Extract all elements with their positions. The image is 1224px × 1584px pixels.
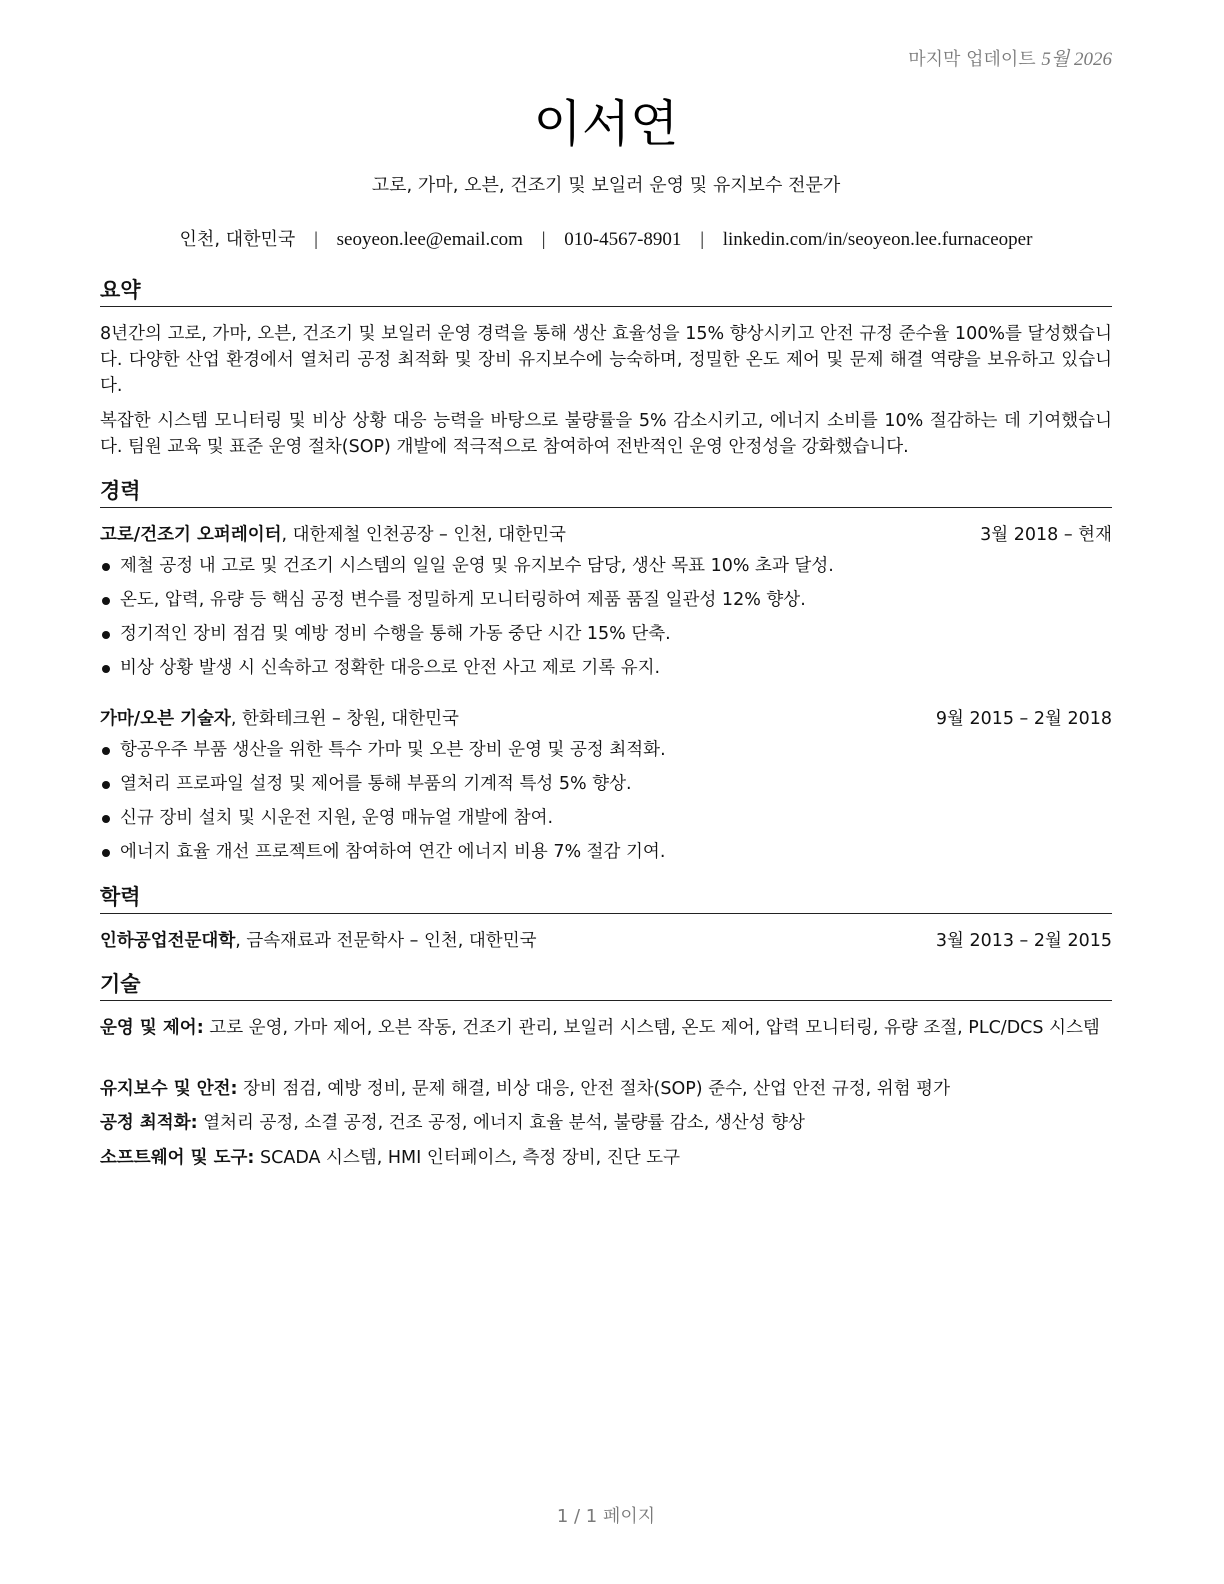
skill-label: 소프트웨어 및 도구: <box>100 1148 255 1168</box>
contact-location: 인천, 대한민국 <box>179 229 296 250</box>
contact-separator: | <box>541 229 546 250</box>
section-title-education: 학력 <box>100 883 1112 914</box>
school-name: 인하공업전문대학 <box>100 931 236 951</box>
last-updated <box>908 44 1112 71</box>
job-dates: 3월 2018 – 현재 <box>980 525 1112 545</box>
skill-value: 열처리 공정, 소결 공정, 건조 공정, 에너지 효율 분석, 불량률 감소, 생산성 향상 <box>203 1113 805 1133</box>
skill-value: 고로 운영, 가마 제어, 오븐 작동, 건조기 관리, 보일러 시스템, 온도 제어, 압력 모니터링, 유량 조절, PLC/DCS 시스템 <box>209 1018 1100 1038</box>
job-bullets <box>100 553 1112 689</box>
education-dates: 3월 2013 – 2월 2015 <box>935 931 1112 951</box>
last-updated-date: 5월 2026 <box>1041 49 1112 70</box>
section-title-skills: 기술 <box>100 970 1112 1001</box>
education-entry <box>100 928 1112 954</box>
skill-row <box>100 1015 1112 1041</box>
section-title-summary: 요약 <box>100 276 1112 307</box>
skill-value: 장비 점검, 예방 정비, 문제 해결, 비상 대응, 안전 절차(SOP) 준수, 산업 안전 규정, 위험 평가 <box>243 1079 950 1099</box>
summary-paragraph: 복잡한 시스템 모니터링 및 비상 상황 대응 능력을 바탕으로 불량률을 5% 감소시키고, 에너지 소비를 10% 절감하는 데 기여했습니다. 팀원 교육 및 표준 운영 절차(SOP) 개발에 적극적으로 참여하여 전반적인 운영 안정성을 강화했습니다. <box>100 411 1112 457</box>
contact-email[interactable]: seoyeon.lee@email.com <box>336 229 523 250</box>
job-dates: 9월 2015 – 2월 2018 <box>935 709 1112 729</box>
skill-row <box>100 1076 1112 1102</box>
section-title-experience: 경력 <box>100 477 1112 508</box>
skill-label: 공정 최적화: <box>100 1113 198 1133</box>
list-item: 온도, 압력, 유량 등 핵심 공정 변수를 정밀하게 모니터링하여 제품 품질 일관성 12% 향상. <box>100 587 1112 621</box>
job-title: 고로/건조기 오퍼레이터 <box>100 525 282 545</box>
list-item: 열처리 프로파일 설정 및 제어를 통해 부품의 기계적 특성 5% 향상. <box>100 771 1112 805</box>
contact-phone: 010-4567-8901 <box>564 229 682 250</box>
candidate-name: 이서연 <box>533 95 679 153</box>
job-header <box>100 706 1112 732</box>
skill-label: 운영 및 제어: <box>100 1018 204 1038</box>
page-number: 1 / 1 페이지 <box>556 1506 656 1527</box>
contact-linkedin[interactable]: linkedin.com/in/seoyeon.lee.furnaceoper <box>722 229 1033 250</box>
skill-row <box>100 1145 1112 1171</box>
resume-page <box>100 0 1112 1584</box>
summary-paragraph: 8년간의 고로, 가마, 오븐, 건조기 및 보일러 운영 경력을 통해 생산 효율성을 15% 향상시키고 안전 규정 준수율 100%를 달성했습니다. 다양한 산업 환경에서 열처리 공정 최적화 및 장비 유지보수에 능숙하며, 정밀한 온도 제어 및 문제 해결 역량을 보유하고 있습니다. <box>100 324 1112 396</box>
job-org: , 대한제철 인천공장 – 인천, 대한민국 <box>281 525 566 545</box>
job-org: , 한화테크윈 – 창원, 대한민국 <box>230 709 459 729</box>
list-item: 에너지 효율 개선 프로젝트에 참여하여 연간 에너지 비용 7% 절감 기여. <box>100 839 1112 873</box>
contact-separator: | <box>314 229 318 250</box>
skill-label: 유지보수 및 안전: <box>100 1079 238 1099</box>
contact-separator: | <box>700 229 704 250</box>
list-item: 제철 공정 내 고로 및 건조기 시스템의 일일 운영 및 유지보수 담당, 생산 목표 10% 초과 달성. <box>100 553 1112 587</box>
contact-line <box>100 225 1112 251</box>
list-item: 비상 상황 발생 시 신속하고 정확한 대응으로 안전 사고 제로 기록 유지. <box>100 655 1112 689</box>
skill-value: SCADA 시스템, HMI 인터페이스, 측정 장비, 진단 도구 <box>260 1148 680 1168</box>
job-title: 가마/오븐 기술자 <box>100 709 231 729</box>
list-item: 신규 장비 설치 및 시운전 지원, 운영 매뉴얼 개발에 참여. <box>100 805 1112 839</box>
last-updated-label: 마지막 업데이트 <box>908 49 1036 70</box>
skill-row <box>100 1110 1112 1136</box>
tagline: 고로, 가마, 오븐, 건조기 및 보일러 운영 및 유지보수 전문가 <box>371 175 841 196</box>
job-header <box>100 522 1112 548</box>
list-item: 항공우주 부품 생산을 위한 특수 가마 및 오븐 장비 운영 및 공정 최적화. <box>100 737 1112 771</box>
list-item: 정기적인 장비 점검 및 예방 정비 수행을 통해 가동 중단 시간 15% 단축. <box>100 621 1112 655</box>
job-bullets <box>100 737 1112 873</box>
education-detail: , 금속재료과 전문학사 – 인천, 대한민국 <box>235 931 537 951</box>
